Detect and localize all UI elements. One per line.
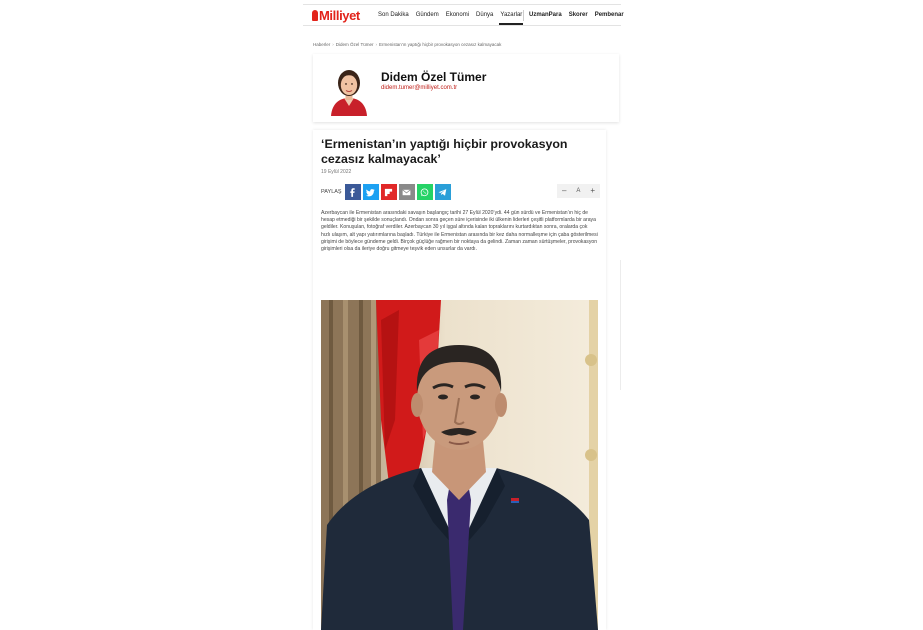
nav-divider [523,10,524,21]
share-telegram-button[interactable] [435,184,451,200]
share-flipboard-button[interactable] [381,184,397,200]
nav-dunya[interactable]: Dünya [476,12,494,18]
page-divider [620,260,621,390]
author-box [313,54,619,122]
milliyet-logo[interactable] [312,8,360,23]
article-body: Azerbaycan ile Ermenistan arasındaki savaşın başlangıç tarihi 27 Eylül 2020’ydi. 44 gün sürdü ve Ermenistan’ın hiç de hesap etmediği bir şekilde sonuçlandı. Ondan sonra geçen süre içerisinde iki ülkenin liderleri çeşitli platformlarda bir araya geldiler. Konuşulan, fotoğraf verdiler. Azerbaycan 30 yıl işgal altında kalan topraklarını kurtardıktan sonra, oralarda çok hızlı ulaşım, alt yapı yatırımlarına başladı. Türkiye ile Ermenistan arasında bir kez daha normalleşme için çaba gösterilmesi girişimi de böylece gündeme geldi. Birçok güçlüğe rağmen bir noktaya da gelindi. Zaman zaman sürtüşmeler, provokasyon girişimleri olsa da ileriye doğru gitmeye teşvik eden unsurlar da vardı. [321,210,598,253]
telegram-icon [438,188,447,197]
nav-uzmanpara[interactable]: UzmanPara [529,12,562,18]
share-label: PAYLAŞ [321,189,342,195]
breadcrumb-chevron-icon: › [332,42,334,47]
breadcrumb-current: Ermenistan'ın yaptığı hiçbir provokasyon cezasız kalmayacak [378,42,502,47]
nav-son-dakika[interactable]: Son Dakika [378,12,409,18]
font-increase-button[interactable]: + [590,186,596,195]
share-facebook-button[interactable] [345,184,361,200]
secondary-nav [529,12,631,18]
breadcrumb-home[interactable]: Haberler [313,42,331,47]
nav-pembenar[interactable]: Pembenar [594,12,624,18]
mail-icon [402,188,411,197]
breadcrumb [313,42,501,47]
share-twitter-button[interactable] [363,184,379,200]
nav-ekonomi[interactable]: Ekonomi [445,12,470,18]
font-decrease-button[interactable]: – [561,186,567,195]
main-nav [378,12,529,18]
share-mail-button[interactable] [399,184,415,200]
font-size-label: A [576,188,581,194]
author-email[interactable]: didem.tumer@milliyet.com.tr [381,85,458,91]
nav-skorer[interactable]: Skorer [568,12,588,18]
nav-yazarlar[interactable]: Yazarlar [500,12,523,18]
article-photo [321,300,598,630]
article-title: ‘Ermenistan’ın yaptığı hiçbir provokasyon cezasız kalmayacak’ [321,137,568,166]
author-name[interactable]: Didem Özel Tümer [381,70,487,84]
share-bar [321,184,453,200]
logo-mark-icon [312,10,318,21]
breadcrumb-author[interactable]: Didem Özel Tümer [335,42,374,47]
article-date: 19 Eylül 2022 [321,169,352,175]
font-size-controls [557,184,600,198]
whatsapp-icon [420,188,429,197]
share-whatsapp-button[interactable] [417,184,433,200]
flipboard-icon [384,188,393,197]
twitter-icon [366,188,375,197]
article-card [313,130,606,630]
site-header [303,4,624,26]
author-avatar[interactable] [325,62,373,116]
facebook-icon [348,188,357,197]
nav-gundem[interactable]: Gündem [415,12,439,18]
breadcrumb-chevron-icon: › [375,42,377,47]
logo-text: Milliyet [319,8,360,23]
